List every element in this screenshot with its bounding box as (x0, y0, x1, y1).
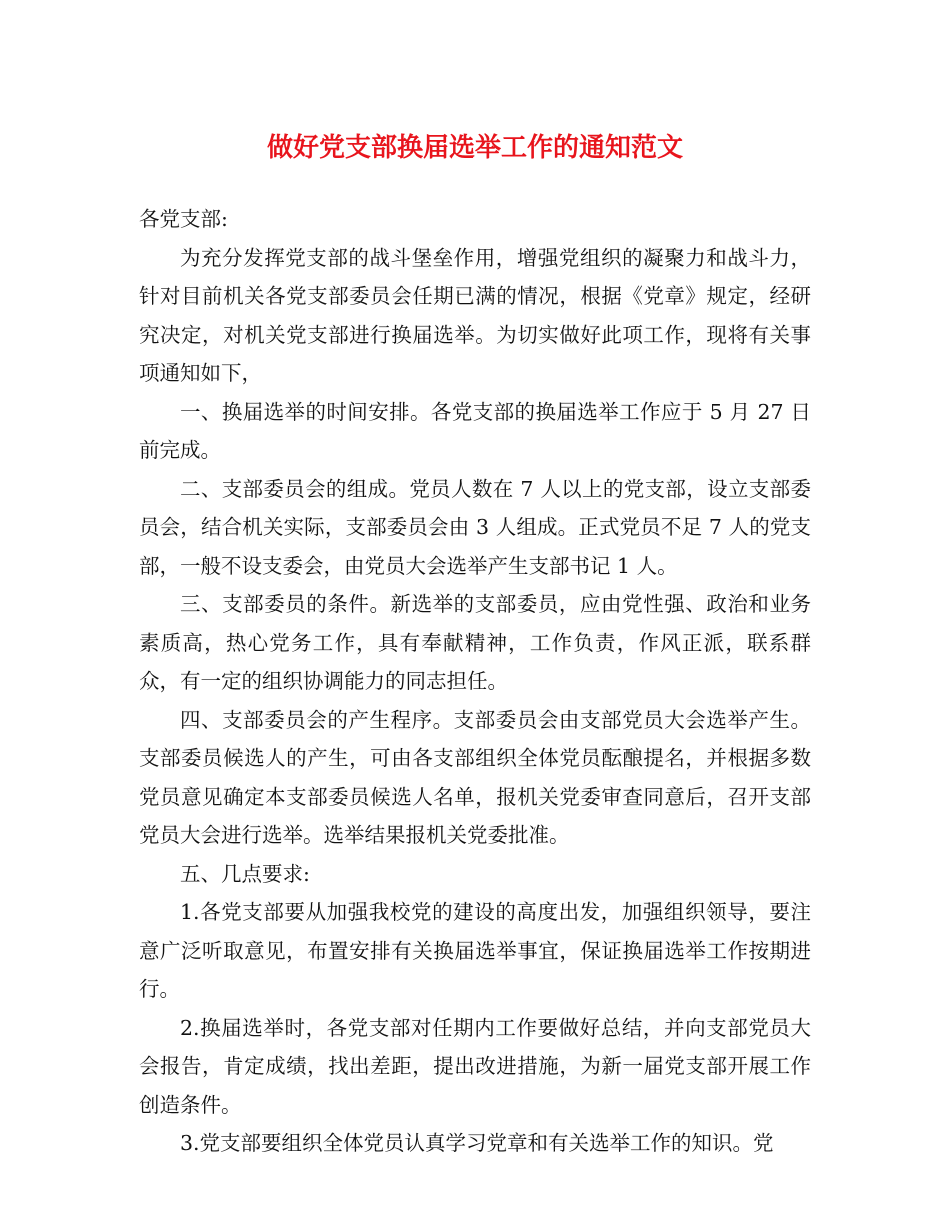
document-body (139, 200, 811, 1163)
paragraph-section-4: 四、支部委员会的产生程序。支部委员会由支部党员大会选举产生。支部委员候选人的产生，可由各支部组织全体党员酝酿提名，并根据多数党员意见确定本支部委员候选人名单，报机关党委审查同意后，召开支部党员大会进行选举。选举结果报机关党委批准。 (139, 707, 811, 847)
paragraph-requirement-1: 1.各党支部要从加强我校党的建设的高度出发，加强组织领导，要注意广泛听取意见，布置安排有关换届选举事宜，保证换届选举工作按期进行。 (139, 900, 811, 1001)
paragraph-intro: 为充分发挥党支部的战斗堡垒作用，增强党组织的凝聚力和战斗力，针对目前机关各党支部委员会任期已满的情况，根据《党章》规定，经研究决定，对机关党支部进行换届选举。为切实做好此项工作，现将有关事项通知如下， (139, 245, 811, 385)
paragraph-section-2: 二、支部委员会的组成。党员人数在 7 人以上的党支部，设立支部委员会，结合机关实际，支部委员会由 3 人组成。正式党员不足 7 人的党支部，一般不设支委会，由党员大会选举产生支部书记 1 人。 (139, 476, 811, 578)
document-title: 做好党支部换届选举工作的通知范文 (266, 133, 683, 163)
paragraph-requirement-3: 3.党支部要组织全体党员认真学习党章和有关选举工作的知识。党 (180, 1131, 774, 1155)
paragraph-section-5-heading: 五、几点要求: (180, 861, 310, 886)
paragraph-section-1: 一、换届选举的时间安排。各党支部的换届选举工作应于 5 月 27 日前完成。 (139, 399, 811, 462)
salutation: 各党支部: (139, 207, 228, 231)
paragraph-requirement-2: 2.换届选举时，各党支部对任期内工作要做好总结，并向支部党员大会报告，肯定成绩，找出差距，提出改进措施，为新一届党支部开展工作创造条件。 (139, 1015, 811, 1117)
paragraph-section-3: 三、支部委员的条件。新选举的支部委员，应由党性强、政治和业务素质高，热心党务工作，具有奉献精神，工作负责，作风正派，联系群众，有一定的组织协调能力的同志担任。 (139, 592, 811, 693)
